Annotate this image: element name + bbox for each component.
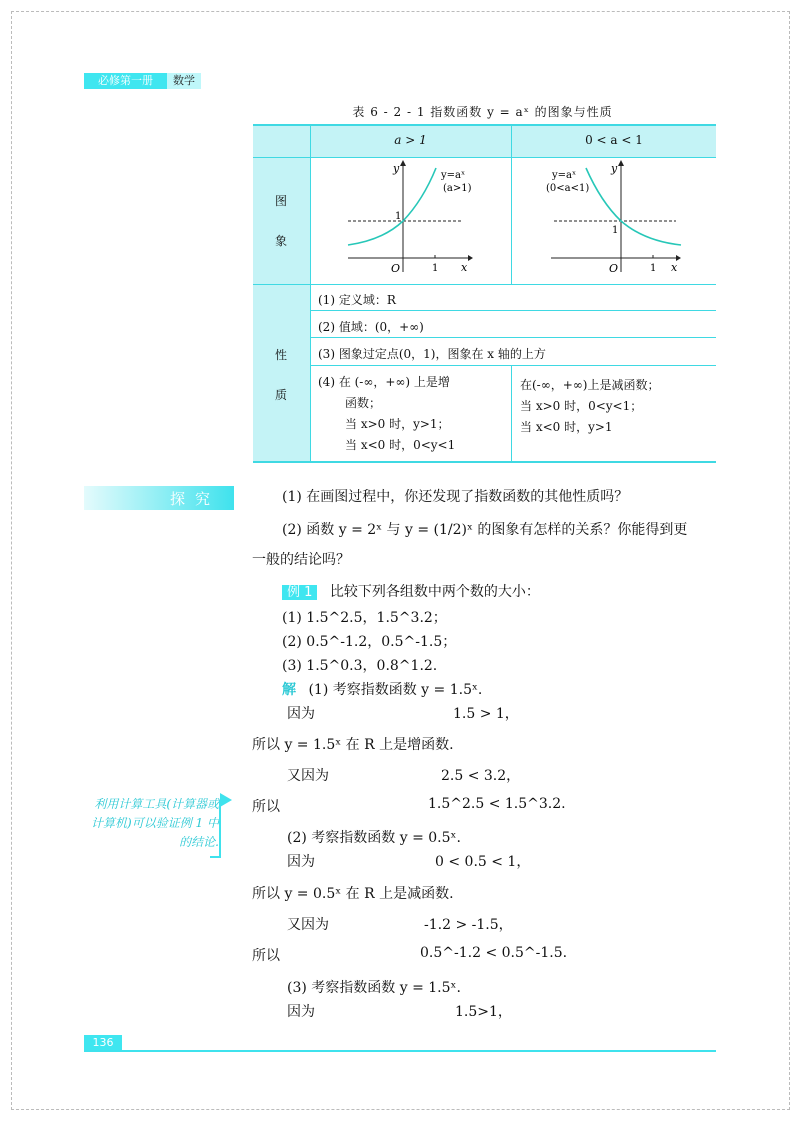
example-item-2: (2) 0.5^-1.2，0.5^-1.5；: [282, 634, 457, 650]
g1-x-label: x: [461, 261, 468, 274]
s2-because-val: 0 < 0.5 < 1，: [435, 854, 531, 870]
explore-tag-label: 探究: [169, 490, 220, 508]
page-number: 136: [84, 1035, 122, 1051]
prop4-right-3: 当 x<0 时，y>1: [520, 420, 613, 434]
s3-because-val: 1.5>1，: [455, 1004, 512, 1020]
g1-cond-label: (a>1): [443, 183, 472, 194]
s2-also-val: -1.2 > -1.5，: [424, 917, 513, 933]
row-label-prop-2: 质: [275, 388, 288, 402]
s1-also: 又因为: [287, 768, 329, 784]
properties-table: [253, 124, 716, 463]
prop4-left-1: (4) 在 (-∞，+∞) 上是增: [318, 375, 450, 389]
s1-also-val: 2.5 < 3.2，: [441, 768, 521, 784]
solution-tag: 解: [282, 682, 296, 698]
note-arrow-icon: [220, 793, 232, 807]
prop-domain: (1) 定义域：R: [318, 293, 396, 307]
s2-because: 因为: [287, 854, 315, 870]
g2-origin: O: [609, 262, 619, 275]
s1-because-val: 1.5 > 1，: [453, 706, 519, 722]
subject-label: 数学: [167, 73, 201, 89]
table-caption: 表 6 - 2 - 1 指数函数 y = aˣ 的图象与性质: [352, 105, 613, 119]
g1-one-y: 1: [395, 211, 402, 222]
explore-q1: (1) 在画图过程中，你还发现了指数函数的其他性质吗？: [282, 489, 629, 505]
example-item-1: (1) 1.5^2.5，1.5^3.2；: [282, 610, 447, 626]
s1-concl-val: 1.5^2.5 < 1.5^3.2.: [428, 796, 566, 812]
g1-origin: O: [391, 262, 401, 275]
g2-one-x: 1: [650, 263, 657, 274]
g1-y-label: y: [393, 162, 400, 175]
footer-rule: [84, 1050, 716, 1052]
solution-1-text: (1) 考察指数函数 y = 1.5ˣ.: [308, 682, 483, 698]
prop4-left-2: 函数；: [345, 396, 382, 410]
col2-header: 0 < a < 1: [585, 133, 643, 147]
g1-one-x: 1: [432, 263, 439, 274]
note-bracket: [219, 800, 221, 857]
g2-y-label: y: [611, 162, 618, 175]
prop4-left-3: 当 x>0 时，y>1；: [345, 417, 450, 431]
example-tag: 例 1: [282, 585, 317, 600]
g2-one-y: 1: [612, 225, 619, 236]
g2-cond-label: (0<a<1): [546, 183, 590, 194]
solution-2: (2) 考察指数函数 y = 0.5ˣ.: [287, 830, 461, 846]
example-title: 比较下列各组数中两个数的大小：: [329, 584, 540, 600]
prop4-right-2: 当 x>0 时，0<y<1；: [520, 399, 643, 413]
prop-fixed-point: (3) 图象过定点(0，1)，图象在 x 轴的上方: [318, 347, 546, 361]
row-label-graph-1: 图: [275, 194, 288, 208]
explore-tag: [84, 486, 234, 510]
explore-q2-line2: 一般的结论吗？: [252, 552, 350, 568]
solution-3: (3) 考察指数函数 y = 1.5ˣ.: [287, 980, 461, 996]
s2-concl-val: 0.5^-1.2 < 0.5^-1.5.: [420, 945, 568, 961]
example-heading: [282, 581, 540, 601]
prop4-right-1: 在(-∞，+∞)上是减函数；: [520, 378, 660, 392]
col1-header: a > 1: [394, 133, 427, 147]
s3-because: 因为: [287, 1004, 315, 1020]
row-label-graph-2: 象: [275, 234, 288, 248]
g2-x-label: x: [671, 261, 678, 274]
prop4-left-4: 当 x<0 时，0<y<1: [345, 438, 456, 452]
s1-concl: 所以: [252, 799, 280, 815]
s1-so: 所以 y = 1.5ˣ 在 R 上是增函数.: [252, 737, 454, 753]
s2-also: 又因为: [287, 917, 329, 933]
solution-1: [282, 679, 482, 699]
g1-func-label: y=aˣ: [441, 170, 466, 181]
g2-func-label: y=aˣ: [552, 170, 577, 181]
note-bracket-foot: [210, 856, 221, 858]
s2-so: 所以 y = 0.5ˣ 在 R 上是减函数.: [252, 886, 454, 902]
row-label-prop-1: 性: [275, 348, 288, 362]
explore-q2-line1: (2) 函数 y = 2ˣ 与 y = (1/2)ˣ 的图象有怎样的关系？你能得到更: [282, 522, 688, 538]
example-item-3: (3) 1.5^0.3，0.8^1.2.: [282, 658, 438, 674]
graph-increasing: [343, 160, 473, 278]
s1-because: 因为: [287, 706, 315, 722]
prop-range: (2) 值域：(0，+∞): [318, 320, 424, 334]
margin-note: 利用计算工具(计算器或计算机)可以验证例 1 中的结论.: [91, 797, 219, 849]
graph-decreasing: [546, 160, 686, 278]
book-tag: 必修第一册: [84, 73, 167, 89]
s2-concl: 所以: [252, 948, 280, 964]
